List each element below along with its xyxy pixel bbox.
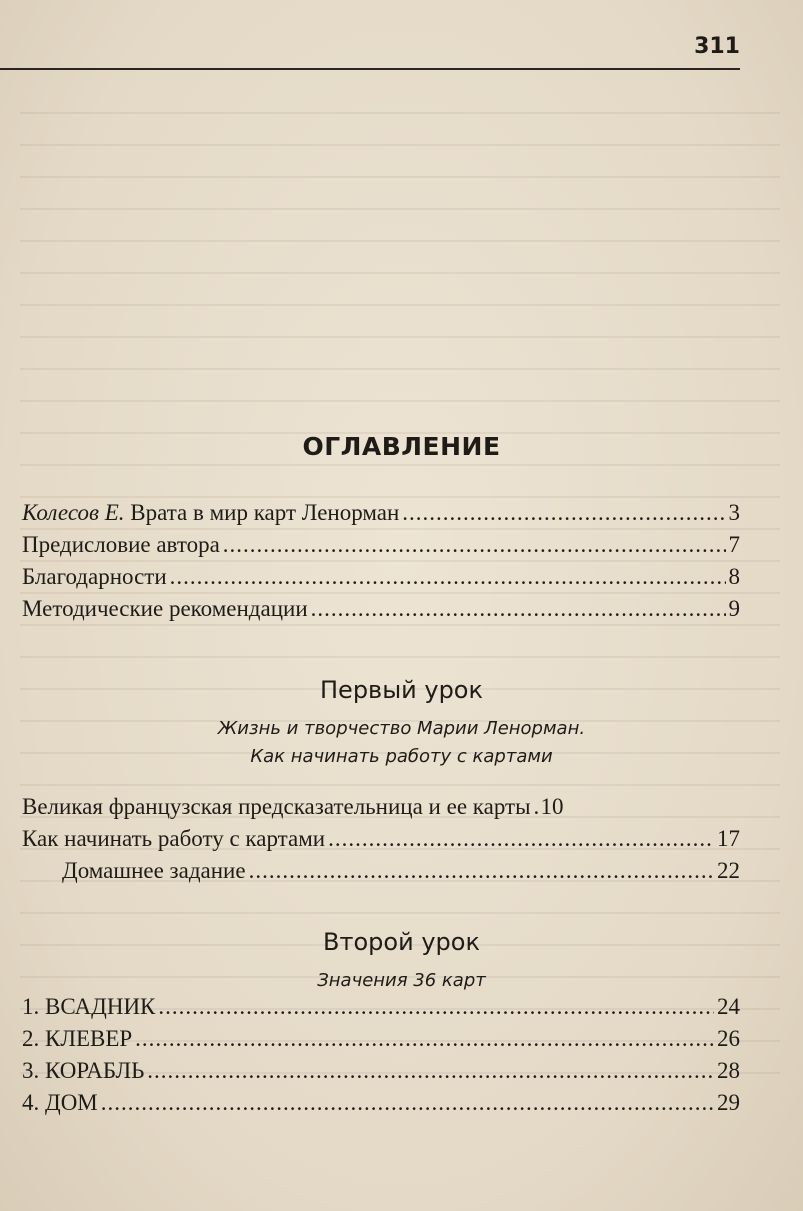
entry-page: 17 — [717, 826, 740, 851]
toc-entry[interactable] — [22, 497, 740, 529]
toc-entry[interactable] — [22, 561, 740, 593]
entry-title: Врата в мир карт Ленорман — [130, 500, 400, 525]
lesson-1-subtitle-line-2: Как начинать работу с картами — [250, 746, 553, 767]
running-header — [0, 34, 740, 70]
leader-dots — [328, 823, 714, 855]
toc-heading: ОГЛАВЛЕНИЕ — [302, 432, 501, 461]
toc-entry[interactable] — [22, 823, 740, 855]
entry-page: 26 — [717, 1026, 740, 1051]
toc-entry[interactable] — [22, 791, 740, 823]
toc-entry[interactable] — [22, 1087, 740, 1119]
lesson-1-title: Первый урок — [320, 676, 483, 704]
entry-title: 1. ВСАДНИК — [22, 994, 156, 1019]
entry-title: 4. ДОМ — [22, 1090, 98, 1115]
entry-page: 22 — [717, 858, 740, 883]
toc-entry[interactable] — [22, 593, 740, 625]
toc-entry[interactable] — [22, 991, 740, 1023]
leader-dots — [223, 529, 726, 561]
leader-dots — [147, 1055, 714, 1087]
leader-dots — [158, 991, 714, 1023]
entry-page: 9 — [728, 596, 740, 621]
entry-title: Домашнее задание — [62, 858, 246, 883]
leader-dots — [402, 497, 725, 529]
entry-page: 3 — [728, 500, 740, 525]
entry-title: Великая французская предсказательница и ее карты — [22, 794, 531, 819]
leader-dots — [311, 593, 726, 625]
entry-title: 2. КЛЕВЕР — [22, 1026, 133, 1051]
entry-page: 10 — [540, 794, 564, 819]
lesson-2-subtitle: Значения 36 карт — [317, 970, 486, 991]
page-number: 311 — [694, 34, 740, 59]
entry-page: 28 — [717, 1058, 740, 1083]
leader-dots — [135, 1023, 714, 1055]
toc-entry[interactable] — [22, 855, 740, 887]
toc-entry[interactable] — [22, 1055, 740, 1087]
lesson-1-entries — [22, 791, 740, 887]
toc-entry[interactable] — [22, 1023, 740, 1055]
entry-title: Предисловие автора — [22, 532, 220, 557]
front-matter-list — [22, 497, 740, 625]
entry-title: Благодарности — [22, 564, 167, 589]
leader-dots — [249, 855, 714, 887]
entry-title: Методические рекомендации — [22, 596, 308, 621]
entry-title: 3. КОРАБЛЬ — [22, 1058, 145, 1083]
entry-title: Как начинать работу с картами — [22, 826, 326, 851]
entry-author: Колесов Е. — [22, 500, 125, 525]
entry-page: 8 — [728, 564, 740, 589]
leader-dots — [170, 561, 726, 593]
toc-entry[interactable] — [22, 529, 740, 561]
lesson-2-title: Второй урок — [323, 928, 480, 956]
leader-dots — [101, 1087, 714, 1119]
entry-page: 29 — [717, 1090, 740, 1115]
lesson-2-entries — [22, 991, 740, 1119]
entry-page: 7 — [728, 532, 740, 557]
lesson-1-subtitle-line-1: Жизнь и творчество Марии Ленорман. — [217, 718, 586, 739]
leader-dots — [534, 791, 538, 823]
entry-page: 24 — [717, 994, 740, 1019]
